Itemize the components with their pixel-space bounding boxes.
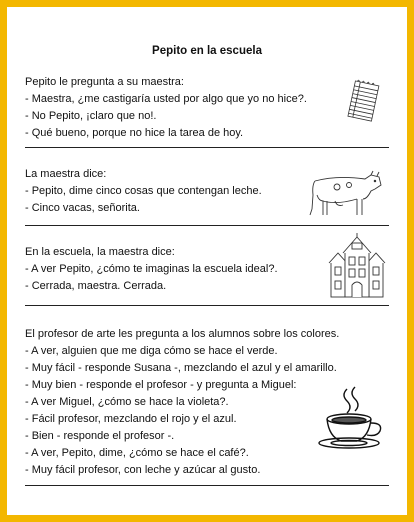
joke-line: - A ver, Pepito, dime, ¿cómo se hace el café?. (25, 447, 249, 459)
joke-line: Pepito le pregunta a su maestra: (25, 76, 184, 88)
joke-line: - A ver Pepito, ¿cómo te imaginas la escuela ideal?. (25, 263, 278, 275)
cow-icon (307, 165, 387, 221)
joke-line: - Fácil profesor, mezclando el rojo y el azul. (25, 413, 237, 425)
joke-line: - Maestra, ¿me castigaría usted por algo que yo no hice?. (25, 93, 307, 105)
joke-line: - Cinco vacas, señorita. (25, 202, 140, 214)
joke-line: - No Pepito, ¡claro que no!. (25, 110, 157, 122)
school-building-icon (327, 233, 387, 301)
joke-line: - Muy fácil - responde Susana -, mezclando el azul y el amarillo. (25, 362, 337, 374)
joke-line: - Qué bueno, porque no hice la tarea de hoy. (25, 127, 244, 139)
page-title: Pepito en la escuela (152, 45, 262, 57)
worksheet-page (7, 7, 407, 515)
divider (25, 305, 389, 306)
divider (25, 147, 389, 148)
joke-line: - Muy bien - responde el profesor - y pregunta a Miguel: (25, 379, 297, 391)
divider (25, 485, 389, 486)
joke-line: La maestra dice: (25, 168, 107, 180)
joke-line: - A ver, alguien que me diga cómo se hace el verde. (25, 345, 278, 357)
joke-line: - A ver Miguel, ¿cómo se hace la violeta?. (25, 396, 229, 408)
divider (25, 225, 389, 226)
joke-line: En la escuela, la maestra dice: (25, 246, 175, 258)
joke-line: - Bien - responde el profesor -. (25, 430, 175, 442)
joke-line: - Pepito, dime cinco cosas que contengan leche. (25, 185, 262, 197)
joke-line: - Cerrada, maestra. Cerrada. (25, 280, 167, 292)
joke-line: El profesor de arte les pregunta a los alumnos sobre los colores. (25, 328, 340, 340)
coffee-cup-icon (317, 385, 389, 451)
notepad-icon (343, 77, 383, 129)
joke-line: - Muy fácil profesor, con leche y azúcar al gusto. (25, 464, 261, 476)
